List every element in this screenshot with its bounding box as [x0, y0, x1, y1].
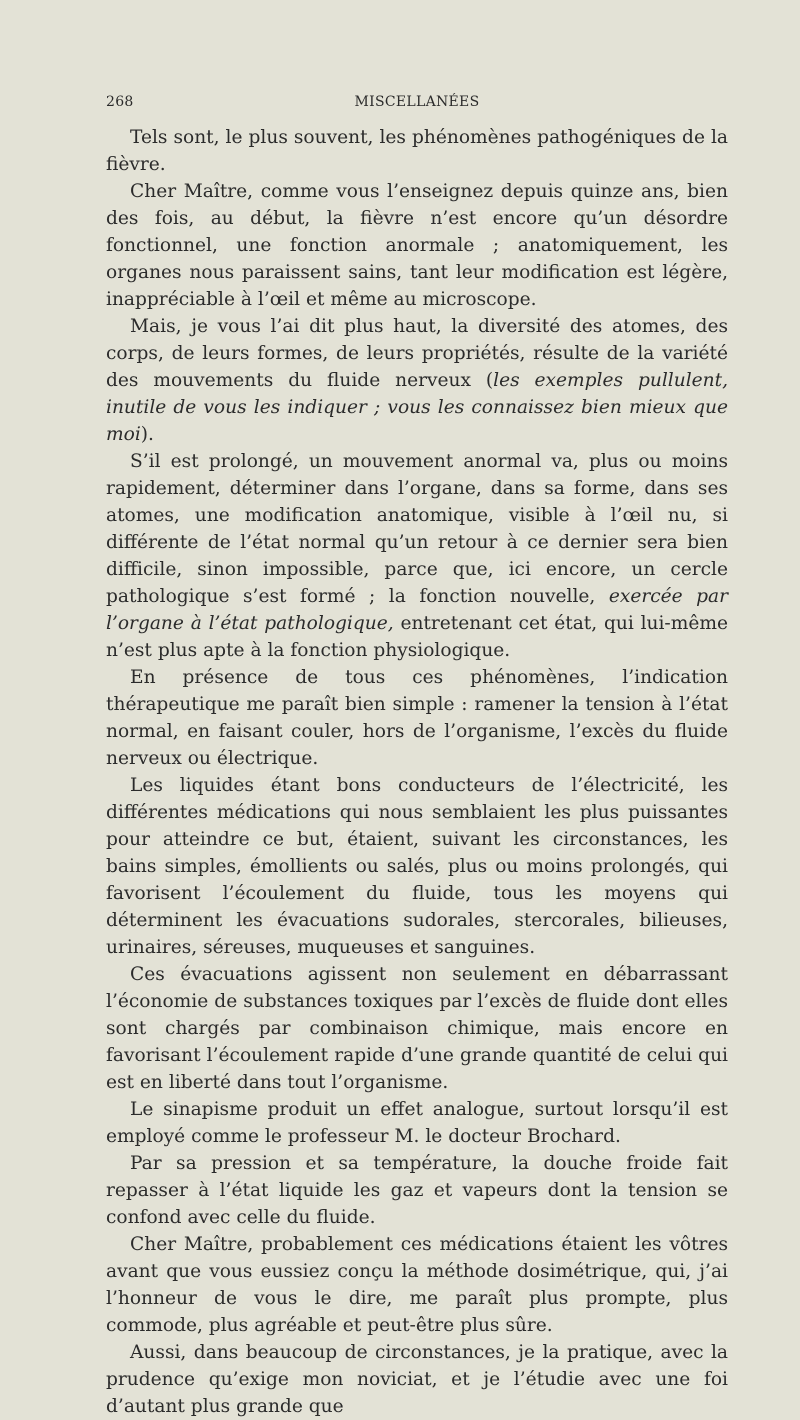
paragraph-5: En présence de tous ces phénomènes, l’indication thérapeutique me paraît bien simple : ramener la tension à l’état normal, en faisant couler, hors de l’organisme, l’excès du fluide nerveux ou électrique.: [106, 667, 728, 769]
paragraph-6: Les liquides étant bons conducteurs de l’électricité, les différentes médications qui nous semblaient les plus puissantes pour atteindre ce but, étaient, suivant les circonstances, les bains simples, émollients ou salés, plus ou moins prolongés, qui favorisent l’écoulement du fluide, tous les moyens qui déterminent les évacuations sudorales, stercorales, bilieuses, urinaires, séreuses, muqueuses et sanguines.: [106, 775, 728, 958]
paragraph-1: Tels sont, le plus souvent, les phénomènes pathogéniques de la fièvre.: [106, 127, 728, 175]
paragraph-3: Mais, je vous l’ai dit plus haut, la diversité des atomes, des corps, de leurs formes, de leurs propriétés, résulte de la variété des mouvements du fluide nerveux (les exemples pullulent, inutile de vous les indiquer ; vous les connaissez bien mieux que moi).: [106, 316, 729, 445]
italic-phrase: exercée par l’organe à l’état pathologique,: [106, 586, 728, 634]
paragraph-11: Aussi, dans beaucoup de circonstances, je la pratique, avec la prudence qu’exige mon noviciat, et je l’étudie avec une foi d’autant plus grande que: [106, 1342, 728, 1417]
page-number: 268: [106, 94, 134, 110]
running-title: MISCELLANÉES: [354, 94, 480, 110]
body-text: [106, 124, 728, 1420]
italic-aside: les exemples pullulent, inutile de vous les indiquer ; vous les connaissez bien mieux que moi: [106, 370, 729, 445]
paragraph-9: Par sa pression et sa température, la douche froide fait repasser à l’état liquide les gaz et vapeurs dont la tension se confond avec celle du fluide.: [106, 1153, 728, 1228]
paragraph-2: Cher Maître, comme vous l’enseignez depuis quinze ans, bien des fois, au début, la fièvre n’est encore qu’un désordre fonctionnel, une fonction anormale ; anatomiquement, les organes nous paraissent sains, tant leur modification est légère, inappréciable à l’œil et même au microscope.: [106, 181, 728, 310]
paragraph-7: Ces évacuations agissent non seulement en débarrassant l’économie de substances toxiques par l’excès de fluide dont elles sont chargés par combinaison chimique, mais encore en favorisant l’écoulement rapide d’une grande quantité de celui qui est en liberté dans tout l’organisme.: [106, 964, 728, 1093]
paragraph-10: Cher Maître, probablement ces médications étaient les vôtres avant que vous eussiez conçu la méthode dosimétrique, qui, j’ai l’honneur de vous le dire, me paraît plus prompte, plus commode, plus agréable et peut-être plus sûre.: [106, 1234, 728, 1336]
paragraph-8: Le sinapisme produit un effet analogue, surtout lorsqu’il est employé comme le professeur M. le docteur Brochard.: [106, 1099, 728, 1147]
paragraph-4: S’il est prolongé, un mouvement anormal va, plus ou moins rapidement, déterminer dans l’organe, dans sa forme, dans ses atomes, une modification anatomique, visible à l’œil nu, si différente de l’état normal qu’un retour à ce dernier sera bien difficile, sinon impossible, parce que, ici encore, un cercle pathologique s’est formé ; la fonction nouvelle, exercée par l’organe à l’état pathologique, entretenant cet état, qui lui-même n’est plus apte à la fonction physiologique.: [106, 451, 728, 661]
